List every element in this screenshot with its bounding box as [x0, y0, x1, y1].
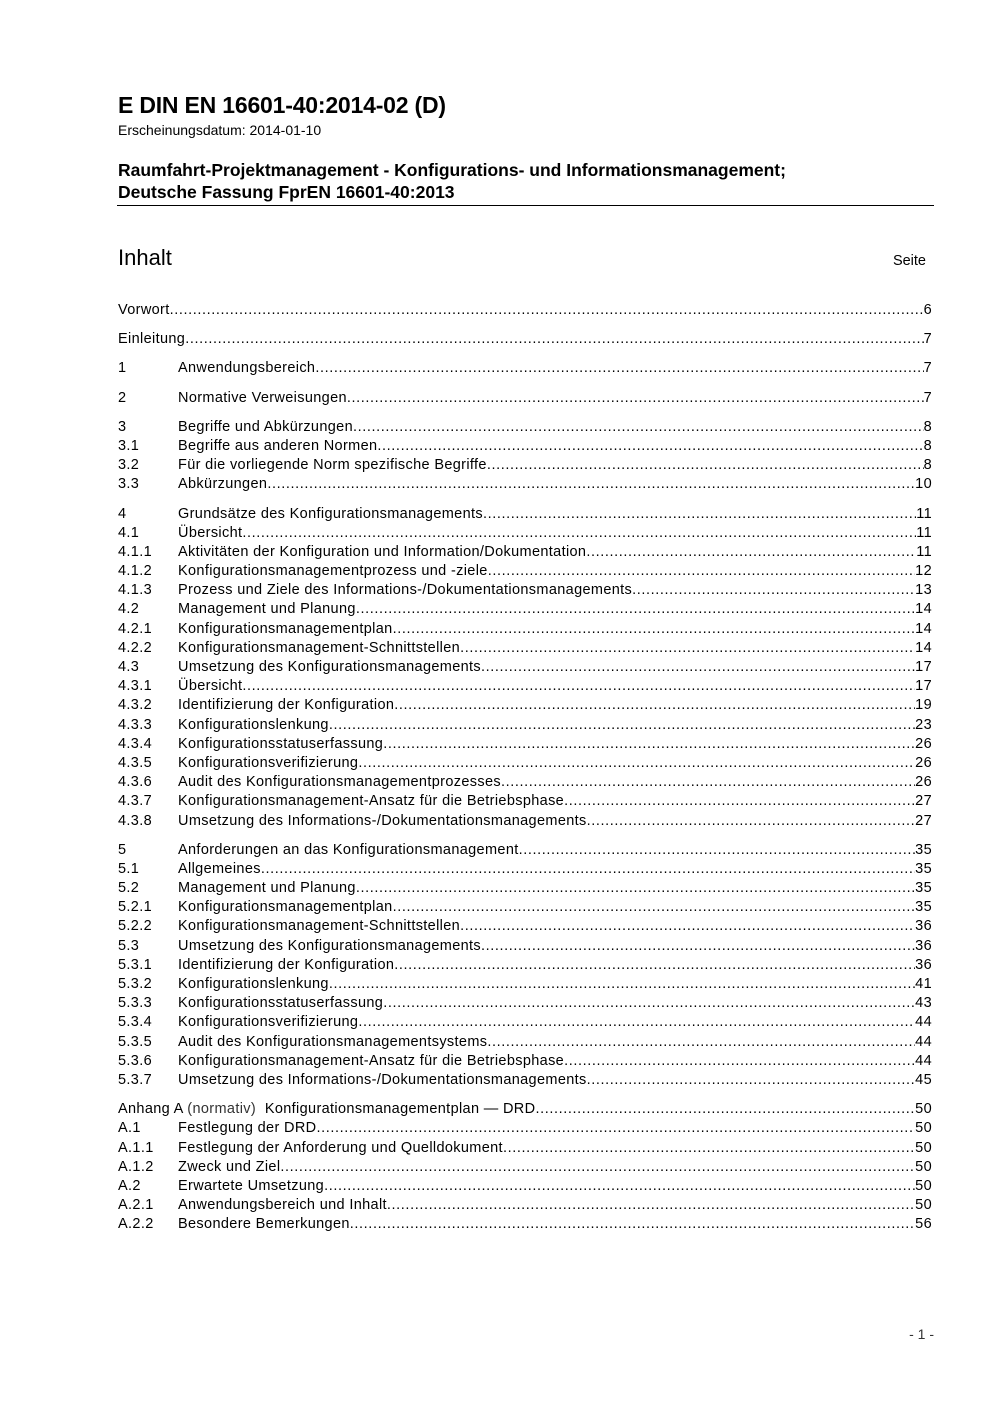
toc-entry-page: 14	[915, 639, 932, 656]
dot-leader	[460, 917, 915, 936]
toc-entry-page: 7	[923, 389, 932, 406]
page-number: - 1 -	[909, 1326, 934, 1342]
toc-entry-title	[178, 898, 393, 917]
dot-leader	[535, 1100, 915, 1119]
toc-entry-page: 50	[915, 1101, 932, 1118]
toc-entry-page: 17	[915, 659, 932, 675]
toc-entry-number: 3	[118, 418, 127, 435]
toc-entry[interactable]	[118, 841, 932, 860]
toc-entry-number: 5.1	[118, 860, 140, 877]
toc-entry-title	[178, 677, 242, 696]
toc-entry-title-text: Umsetzung des Konfigurationsmanagements	[178, 937, 482, 954]
toc-entry[interactable]	[118, 1033, 932, 1052]
toc-entry-number: A.1.2	[118, 1158, 154, 1175]
toc-entry[interactable]	[118, 1215, 932, 1234]
toc-entry[interactable]	[118, 1100, 932, 1119]
toc-heading: Inhalt	[118, 245, 172, 270]
toc-entry[interactable]	[118, 716, 932, 735]
toc-group	[118, 418, 932, 495]
toc-entry[interactable]	[118, 956, 932, 975]
toc-entry-title	[178, 917, 460, 936]
toc-entry-title	[178, 841, 519, 860]
toc-group	[118, 359, 932, 378]
toc-entry-title-text: Abkürzungen	[178, 476, 268, 493]
toc-entry-title	[178, 600, 356, 619]
toc-entry-title-text: Identifizierung der Konfiguration	[178, 956, 395, 973]
toc-entry-title-text: Für die vorliegende Norm spezifische Begriffe	[178, 457, 487, 474]
toc-entry-title-text: Umsetzung des Informations-/Dokumentationsmanagements	[178, 812, 587, 829]
toc-entry-title-text: Konfigurationsstatuserfassung	[178, 735, 384, 752]
toc-entry-title	[178, 639, 460, 658]
toc-entry-title-text: Anwendungsbereich und Inhalt	[178, 1197, 387, 1214]
dot-leader	[315, 359, 923, 378]
toc-entry-number: 4.3.2	[118, 697, 152, 714]
toc-entry-page: 35	[915, 860, 932, 877]
toc-entry-title	[178, 956, 394, 975]
toc-entry[interactable]	[118, 696, 932, 715]
toc-entry-page: 44	[915, 1052, 932, 1069]
subtitle-line-1: Raumfahrt-Projektmanagement - Konfigurations- und Informationsmanagement;	[118, 160, 786, 180]
toc-group	[118, 841, 932, 1090]
toc-entry-title-text: Normative Verweisungen	[178, 389, 347, 406]
toc-entry[interactable]	[118, 418, 932, 437]
toc-entry-number: 5.3.2	[118, 976, 152, 992]
toc-entry-page: 19	[915, 697, 932, 714]
toc-entry-page: 27	[915, 812, 932, 829]
toc-entry[interactable]	[118, 475, 932, 494]
annex-label: Anhang A	[118, 1101, 183, 1118]
toc-entry-title	[118, 301, 170, 320]
toc-entry-number: 4	[118, 505, 127, 522]
annex-type: (normativ)	[187, 1101, 257, 1118]
toc-entry-title-text: Umsetzung des Informations-/Dokumentationsmanagements	[178, 1071, 587, 1088]
toc-entry-number: 4.1	[118, 524, 140, 541]
toc-entry[interactable]	[118, 359, 932, 378]
toc-entry-page: 35	[915, 880, 932, 897]
dot-leader	[350, 1215, 915, 1234]
toc-entry-title-text: Allgemeines	[178, 860, 261, 877]
toc-entry-page: 41	[915, 976, 932, 992]
toc-entry-title-text: Übersicht	[178, 524, 243, 541]
dot-leader	[353, 418, 924, 437]
toc-entry-title	[178, 418, 353, 437]
toc-entry-number: 5.3.6	[118, 1052, 152, 1069]
toc-entry-page: 7	[923, 331, 932, 348]
dot-leader	[280, 1158, 915, 1177]
subtitle-line-2: Deutsche Fassung FprEN 16601-40:2013	[118, 182, 455, 202]
toc-entry-title	[178, 879, 356, 898]
dot-leader	[358, 1013, 915, 1032]
toc-entry-page: 26	[915, 754, 932, 771]
toc-entry-title-text: Begriffe und Abkürzungen	[178, 418, 354, 435]
toc-entry-page: 11	[916, 524, 932, 541]
toc-entry-number: 5.2.2	[118, 918, 152, 935]
toc-entry-title	[178, 543, 586, 562]
dot-leader	[358, 754, 915, 773]
toc-entry-number: 4.1.1	[118, 543, 152, 560]
toc-entry[interactable]	[118, 1196, 932, 1215]
toc-entry[interactable]	[118, 937, 932, 956]
toc-entry-page: 8	[923, 457, 932, 474]
toc-entry-number: A.1.1	[118, 1139, 154, 1156]
toc-entry-page: 14	[915, 620, 932, 637]
dot-leader	[170, 301, 924, 320]
toc-entry-title	[178, 359, 315, 378]
toc-entry-title-text: Konfigurationsmanagementplan	[178, 899, 393, 916]
toc-entry-page: 35	[915, 899, 932, 916]
toc-entry-title	[178, 1013, 358, 1032]
toc-entry-title-text: Übersicht	[178, 678, 243, 695]
toc-entry-title-text: Umsetzung des Konfigurationsmanagements	[178, 659, 482, 675]
toc-entry-title-text: Einleitung	[118, 331, 186, 348]
toc-entry[interactable]	[118, 562, 932, 581]
toc-entry-title-text: Begriffe aus anderen Normen	[178, 437, 378, 454]
toc-entry-number: 4.3.1	[118, 678, 152, 695]
dot-leader	[316, 1119, 915, 1138]
toc-entry-number: 4.3	[118, 659, 140, 675]
toc-entry-title	[178, 1071, 587, 1090]
dot-leader	[487, 456, 924, 475]
toc-entry-page: 11	[916, 505, 932, 522]
toc-entry-title	[178, 994, 383, 1013]
dot-leader	[487, 1033, 915, 1052]
toc-entry-title	[178, 937, 481, 956]
toc-entry-title	[178, 562, 488, 581]
toc-entry-title	[178, 456, 487, 475]
toc-entry-number: 3.2	[118, 457, 140, 474]
toc-entry-title-text: Grundsätze des Konfigurationsmanagements	[178, 505, 483, 522]
toc-entry-title-text: Vorwort	[118, 302, 170, 318]
dot-leader	[356, 879, 915, 898]
document-subtitle	[118, 159, 934, 203]
page-column-label: Seite	[892, 253, 926, 269]
toc-entry[interactable]	[118, 735, 932, 754]
toc-entry-title-text: Konfigurationsmanagement-Ansatz für die Betriebsphase	[178, 793, 565, 810]
toc-entry-number: 3.1	[118, 437, 140, 454]
toc-entry-page: 50	[915, 1177, 932, 1194]
toc-entry-title-text: Management und Planung	[178, 601, 356, 618]
toc-entry-page: 11	[916, 543, 932, 560]
toc-group	[118, 505, 932, 831]
dot-leader	[329, 975, 915, 994]
toc-entry[interactable]	[118, 1013, 932, 1032]
toc-entry-page: 13	[915, 582, 932, 599]
toc-entry-page: 35	[915, 841, 932, 858]
dot-leader	[329, 716, 915, 735]
toc-entry-title	[178, 437, 377, 456]
toc-entry[interactable]	[118, 754, 932, 773]
dot-leader	[481, 937, 915, 956]
toc-entry[interactable]	[118, 975, 932, 994]
annex-title: Konfigurationsmanagementplan — DRD	[264, 1101, 536, 1118]
toc-entry-page: 36	[915, 918, 932, 935]
toc-entry-number: 4.3.5	[118, 754, 152, 771]
toc-entry[interactable]	[118, 917, 932, 936]
toc-entry-title	[178, 1158, 280, 1177]
toc-entry-title-text: Aktivitäten der Konfiguration und Information/Dokumentation	[178, 543, 587, 560]
toc-entry-page: 43	[915, 995, 932, 1012]
toc-entry-title	[178, 860, 261, 879]
dot-leader	[261, 860, 915, 879]
toc-entry-number: 1	[118, 360, 127, 377]
toc-entry-page: 50	[915, 1139, 932, 1156]
toc-entry[interactable]	[118, 1139, 932, 1158]
toc-entry-number: 5.3.4	[118, 1014, 152, 1031]
toc-entry-number: 3.3	[118, 476, 140, 493]
toc-entry-number: 5.3	[118, 937, 140, 954]
toc-entry[interactable]	[118, 639, 932, 658]
toc-group	[118, 301, 932, 320]
dot-leader	[383, 994, 915, 1013]
toc-entry-title-text: Zweck und Ziel	[178, 1158, 281, 1175]
toc-entry[interactable]	[118, 879, 932, 898]
toc-entry[interactable]	[118, 330, 932, 349]
dot-leader	[387, 1196, 915, 1215]
toc-entry-title-text: Festlegung der Anforderung und Quelldokument	[178, 1139, 503, 1156]
toc-entry-title	[178, 1177, 324, 1196]
dot-leader	[242, 524, 916, 543]
dot-leader	[393, 620, 916, 639]
toc-entry-title	[178, 1196, 387, 1215]
toc-entry-page: 10	[915, 476, 932, 493]
toc-entry[interactable]	[118, 812, 932, 831]
toc-entry[interactable]	[118, 1071, 932, 1090]
dot-leader	[564, 1052, 915, 1071]
toc-entry-title	[178, 1033, 487, 1052]
toc-entry[interactable]	[118, 1119, 932, 1138]
dot-leader	[394, 956, 915, 975]
dot-leader	[488, 562, 915, 581]
dot-leader	[503, 1139, 915, 1158]
toc-entry[interactable]	[118, 301, 932, 320]
toc-entry-title	[178, 581, 632, 600]
publication-date: Erscheinungsdatum: 2014-01-10	[118, 122, 322, 138]
toc-entry[interactable]	[118, 1158, 932, 1177]
toc-entry-title-text: Anwendungsbereich	[178, 360, 316, 377]
toc-entry[interactable]	[118, 773, 932, 792]
table-of-contents	[118, 301, 932, 1244]
dot-leader	[242, 677, 915, 696]
toc-entry-number: 4.3.8	[118, 812, 152, 829]
toc-entry-number: 4.1.2	[118, 563, 152, 580]
toc-entry[interactable]	[118, 581, 932, 600]
toc-entry-number: 5.2.1	[118, 899, 152, 916]
toc-entry-number: 4.1.3	[118, 582, 152, 599]
dot-leader	[632, 581, 915, 600]
toc-group	[118, 330, 932, 349]
toc-entry-title-text: Audit des Konfigurationsmanagementsystems	[178, 1033, 488, 1050]
dot-leader	[377, 437, 923, 456]
toc-entry-title-text: Konfigurationsstatuserfassung	[178, 995, 384, 1012]
toc-entry[interactable]	[118, 543, 932, 562]
toc-entry-title-text: Prozess und Ziele des Informations-/Dokumentationsmanagements	[178, 582, 633, 599]
toc-entry-page: 44	[915, 1014, 932, 1031]
toc-entry-page: 56	[915, 1216, 932, 1233]
toc-entry-number: 5.2	[118, 880, 140, 897]
toc-entry-page: 50	[915, 1197, 932, 1214]
toc-entry-title-text: Besondere Bemerkungen	[178, 1216, 350, 1233]
toc-entry-page: 45	[915, 1071, 932, 1088]
toc-entry-page: 27	[915, 793, 932, 810]
toc-entry-title-text: Management und Planung	[178, 880, 356, 897]
dot-leader	[586, 543, 916, 562]
toc-entry-number: 4.2.1	[118, 620, 152, 637]
toc-entry-title	[178, 620, 393, 639]
dot-leader	[347, 389, 924, 408]
toc-entry-number: 4.2.2	[118, 639, 152, 656]
dot-leader	[185, 330, 923, 349]
toc-entry-title-text: Konfigurationslenkung	[178, 716, 329, 733]
toc-entry-number: 4.3.4	[118, 735, 152, 752]
dot-leader	[564, 792, 915, 811]
toc-entry-page: 8	[923, 418, 932, 435]
toc-entry[interactable]	[118, 792, 932, 811]
toc-entry[interactable]	[118, 898, 932, 917]
toc-entry-title-text: Audit des Konfigurationsmanagementprozesses	[178, 774, 501, 791]
toc-entry-title-text: Konfigurationsmanagementplan	[178, 620, 393, 637]
dot-leader	[393, 898, 916, 917]
toc-entry[interactable]	[118, 994, 932, 1013]
dot-leader	[324, 1177, 915, 1196]
toc-entry-number: 4.3.3	[118, 716, 152, 733]
toc-entry-page: 44	[915, 1033, 932, 1050]
toc-entry[interactable]	[118, 677, 932, 696]
toc-entry-page: 14	[915, 601, 932, 618]
toc-entry-number: 5.3.1	[118, 956, 152, 973]
dot-leader	[460, 639, 915, 658]
toc-entry-page: 17	[915, 678, 932, 695]
dot-leader	[267, 475, 915, 494]
toc-entry-title	[178, 812, 587, 831]
dot-leader	[519, 841, 916, 860]
toc-group	[118, 1100, 932, 1234]
toc-entry-title-text: Konfigurationsmanagementprozess und -ziele	[178, 563, 488, 580]
toc-entry-title	[178, 696, 394, 715]
toc-entry-number: A.2	[118, 1177, 141, 1194]
toc-entry-page: 12	[915, 563, 932, 580]
toc-entry-title-text: Festlegung der DRD	[178, 1120, 317, 1137]
toc-entry-number: A.1	[118, 1120, 141, 1137]
toc-entry-title-text: Konfigurationsmanagement-Schnittstellen	[178, 918, 461, 935]
toc-entry-title	[178, 975, 329, 994]
dot-leader	[501, 773, 915, 792]
toc-entry-number: 5.3.3	[118, 995, 152, 1012]
title-divider	[117, 205, 934, 206]
toc-entry-title-text: Konfigurationsmanagement-Ansatz für die Betriebsphase	[178, 1052, 565, 1069]
toc-entry-title	[118, 1100, 535, 1119]
dot-leader	[481, 658, 915, 677]
toc-entry-title-text: Identifizierung der Konfiguration	[178, 697, 395, 714]
toc-entry-number: 4.3.7	[118, 793, 152, 810]
toc-entry-page: 7	[923, 360, 932, 377]
toc-entry-title	[178, 716, 329, 735]
toc-entry-title	[178, 475, 267, 494]
toc-group	[118, 389, 932, 408]
toc-entry-title	[178, 735, 383, 754]
toc-entry-title	[178, 1139, 503, 1158]
toc-entry[interactable]	[118, 505, 932, 524]
toc-entry-title	[118, 330, 185, 349]
toc-entry-title-text: Anforderungen an das Konfigurationsmanagement	[178, 841, 519, 858]
toc-entry[interactable]	[118, 620, 932, 639]
toc-entry-title-text: Konfigurationsmanagement-Schnittstellen	[178, 639, 461, 656]
toc-entry-page: 6	[923, 302, 932, 318]
document-title: E DIN EN 16601-40:2014-02 (D)	[118, 92, 446, 118]
toc-entry-number: 4.3.6	[118, 774, 152, 791]
toc-entry-number: A.2.1	[118, 1197, 154, 1214]
toc-entry-page: 23	[915, 716, 932, 733]
toc-entry-page: 36	[915, 956, 932, 973]
toc-entry-title	[178, 505, 483, 524]
toc-entry-page: 50	[915, 1158, 932, 1175]
toc-entry-title	[178, 792, 564, 811]
toc-entry-number: 5.3.5	[118, 1033, 152, 1050]
toc-entry-page: 26	[915, 735, 932, 752]
toc-entry-number: 5	[118, 841, 127, 858]
toc-entry-title	[178, 1119, 316, 1138]
dot-leader	[394, 696, 915, 715]
dot-leader	[483, 505, 916, 524]
dot-leader	[587, 812, 916, 831]
toc-entry-number: 5.3.7	[118, 1071, 152, 1088]
toc-entry-title-text: Konfigurationslenkung	[178, 976, 329, 992]
toc-entry[interactable]	[118, 1177, 932, 1196]
toc-entry-title	[178, 773, 501, 792]
toc-entry-page: 8	[923, 437, 932, 454]
toc-entry[interactable]	[118, 1052, 932, 1071]
toc-entry-title	[178, 524, 242, 543]
toc-entry-title	[178, 1052, 564, 1071]
dot-leader	[356, 600, 915, 619]
toc-entry[interactable]	[118, 658, 932, 677]
toc-entry[interactable]	[118, 600, 932, 619]
toc-entry-number: 4.2	[118, 601, 140, 618]
toc-entry-number: 2	[118, 389, 127, 406]
toc-entry-title-text: Erwartete Umsetzung	[178, 1177, 325, 1194]
toc-entry-title	[178, 658, 481, 677]
toc-entry-title-text: Konfigurationsverifizierung	[178, 1014, 359, 1031]
toc-entry[interactable]	[118, 456, 932, 475]
toc-entry[interactable]	[118, 437, 932, 456]
toc-entry[interactable]	[118, 860, 932, 879]
toc-entry-page: 36	[915, 937, 932, 954]
toc-entry-page: 26	[915, 774, 932, 791]
toc-entry[interactable]	[118, 524, 932, 543]
toc-entry-title	[178, 754, 358, 773]
toc-entry-title-text: Konfigurationsverifizierung	[178, 754, 359, 771]
toc-entry-title	[178, 389, 347, 408]
dot-leader	[383, 735, 915, 754]
toc-entry[interactable]	[118, 389, 932, 408]
toc-entry-number: A.2.2	[118, 1216, 154, 1233]
toc-entry-title	[178, 1215, 350, 1234]
dot-leader	[587, 1071, 916, 1090]
toc-entry-page: 50	[915, 1120, 932, 1137]
